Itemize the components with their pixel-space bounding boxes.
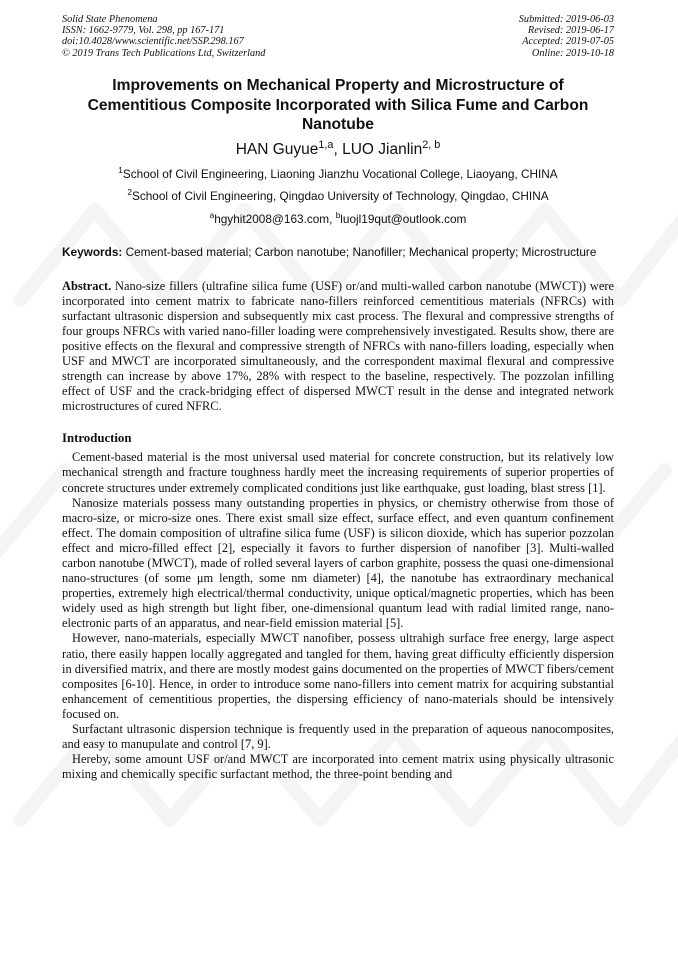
keywords xyxy=(62,245,614,259)
accepted-date: Accepted: 2019-07-05 xyxy=(522,36,614,48)
affiliation-text: School of Civil Engineering, Qingdao University of Technology, Qingdao, CHINA xyxy=(131,188,549,203)
email-separator: , xyxy=(329,211,336,226)
publication-info xyxy=(62,14,265,59)
author-separator: , xyxy=(333,140,343,158)
abstract xyxy=(62,279,614,415)
affiliation-2 xyxy=(62,189,614,203)
abstract-text: Nano-size fillers (ultrafine silica fume (USF) or/and multi-walled carbon nanotube (MWCT)) were incorporated into cement matrix to fabricate nano-fillers reinforced cementitious materials (NFRCs) with surfactant ultrasonic dispersion and subsequently mix cast process. The flexural and compressive strengths of four groups NFRCs with varied nano-filler loading were comprehensively investigated. Results show, there are positive effects on the flexural and compressive strength of NFRCs with nano-fillers loading, especially when USF and MWCT are incorporated simultaneously, and the correspondent maximal flexural and compressive strength can increase by above 17%, 28% with respect to the baseline, respectively. The pozzolan infilling effect of USF and the crack-bridging effect of dispersed MWCT result in the dense and integrated network microstructures of cured NFRC. xyxy=(62,278,614,414)
email-link[interactable]: hgyhit2008@163.com xyxy=(214,211,330,226)
revised-date: Revised: 2019-06-17 xyxy=(527,25,614,37)
email-link[interactable]: luojl19qut@outlook.com xyxy=(340,211,467,226)
submitted-date: Submitted: 2019-06-03 xyxy=(518,14,614,25)
author-affiliation-marker: 2, b xyxy=(422,138,441,151)
author-list xyxy=(62,140,614,159)
publication-dates xyxy=(519,14,614,59)
body-paragraph: Surfactant ultrasonic dispersion technique is frequently used in the preparation of aqueous nanocomposites, and easy to manupulate and control [7, 9]. xyxy=(62,722,614,752)
affiliation-text: School of Civil Engineering, Liaoning Jianzhu Vocational College, Liaoyang, CHINA xyxy=(122,166,558,181)
affiliation-1 xyxy=(62,167,614,181)
affiliation-marker: 2 xyxy=(127,187,132,197)
doi-link[interactable]: doi:10.4028/www.scientific.net/SSP.298.167 xyxy=(62,36,244,48)
copyright-line: © 2019 Trans Tech Publications Ltd, Switzerland xyxy=(62,47,266,59)
body-paragraph: Nanosize materials possess many outstanding properties in physics, or chemistry otherwise from those of macro-size, or micro-size ones. There exist small size effect, surface effect, and even quantum confinement effect. The domain composition of ultrafine silica fume (USF) is silicon dioxide, which has superior pozzolan effect and micro-filled effect [2], especially it favors to further dispersion of nanofiber [3]. Multi-walled carbon nanotube (MWCT), made of rolled several layers of carbon graphite, possess the quasi one-dimensional nano-structures (of some μm length, some nm diameter) [4], the nanotube has extraordinary mechanical properties, extremely high electrical/thermal conductivity, unique optical/magnetic properties, which has been widely used as high strength but light fiber, one-dimensional quantum lead with radial limited range, nano-electronic parts of an apparatus, and near-field emission material [5]. xyxy=(62,495,614,631)
section-heading-introduction: Introduction xyxy=(62,431,132,446)
keywords-label: Keywords: xyxy=(62,244,123,259)
paper-page xyxy=(62,14,614,782)
author-name: LUO Jianlin xyxy=(342,140,423,158)
author-emails xyxy=(62,212,614,226)
body-paragraph: Hereby, some amount USF or/and MWCT are incorporated into cement matrix using physically ultrasonic mixing and chemically specific surfactant method, the three-point bending and xyxy=(62,752,614,782)
email-marker: b xyxy=(335,210,341,220)
author-name: HAN Guyue xyxy=(235,140,319,158)
body-paragraph: However, nano-materials, especially MWCT nanofiber, possess ultrahigh surface free energy, large aspect ratio, there easily happen locally aggregated and tangled for them, having great difficulty efficiently dispersion in diversified matrix, and there are mostly modest gains documented on the properties of MWCT fibers/cement composites [6-10]. Hence, in order to introduce some nano-fillers into cement matrix for acquiring substantial enhancement of cementitious properties, the dispersing efficiency of nano-materials should be intensively focused on. xyxy=(62,631,614,721)
online-date: Online: 2019-10-18 xyxy=(531,47,614,59)
abstract-label: Abstract. xyxy=(62,278,112,293)
author-affiliation-marker: 1,a xyxy=(318,138,334,151)
affiliation-marker: 1 xyxy=(118,165,123,175)
journal-name: Solid State Phenomena xyxy=(62,14,158,25)
issn-line: ISSN: 1662-9779, Vol. 298, pp 167-171 xyxy=(62,25,225,37)
email-marker: a xyxy=(209,210,215,220)
keywords-text: Cement-based material; Carbon nanotube; Nanofiller; Mechanical property; Microstructure xyxy=(125,244,597,259)
paper-title: Improvements on Mechanical Property and Microstructure of Cementitious Composite Incorporated with Silica Fume and Carbon Nanotube xyxy=(87,77,589,133)
body-paragraph: Cement-based material is the most universal used material for concrete construction, but its relatively low mechanical strength and fracture toughness hardly meet the increasing requirements of superior properties of concrete structures under extremely complicated conditions just like earthquake, gust loading, blast stress [1]. xyxy=(62,450,614,495)
journal-header xyxy=(62,14,614,66)
